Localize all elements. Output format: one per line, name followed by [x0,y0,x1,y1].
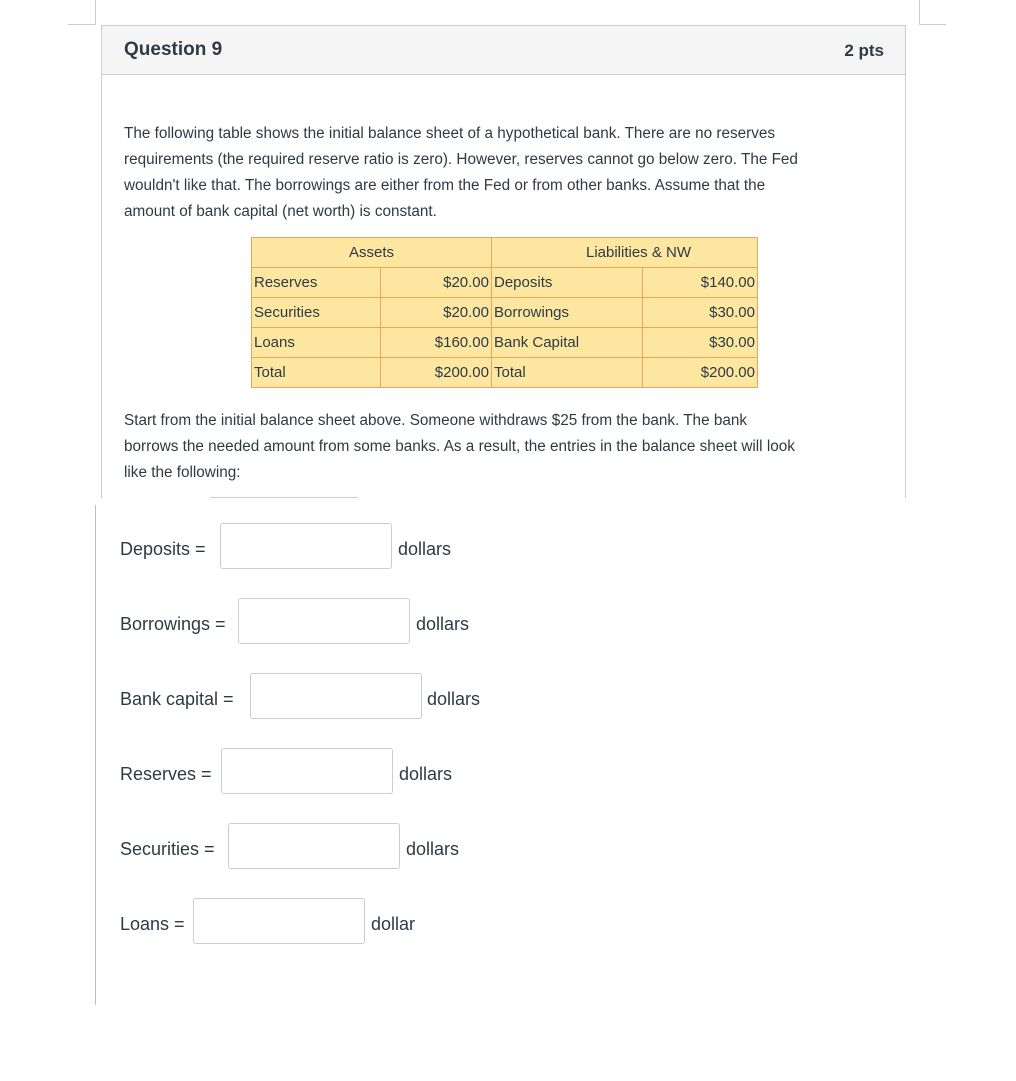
loans-label: Loans = [120,914,185,934]
balance-sheet-table [251,237,758,388]
question-scenario [124,408,904,486]
table-row [252,268,758,298]
deposits-input[interactable] [220,523,392,569]
reserves-label: Reserves = [120,764,212,784]
assets-header: Assets [252,238,492,268]
deposits-unit: dollars [398,539,452,559]
table-header-row [252,238,758,268]
liability-value: $140.00 [643,268,758,298]
securities-label: Securities = [120,839,215,859]
liabilities-header: Liabilities & NW [492,238,758,268]
liability-name: Total [492,358,643,388]
question-header [102,26,905,75]
liability-value: $200.00 [643,358,758,388]
intro-line: wouldn't like that. The borrowings are either from the Fed or from other banks. Assume that the [124,177,766,194]
divider [210,497,358,498]
table-row [252,298,758,328]
table-row [252,328,758,358]
liability-value: $30.00 [643,328,758,358]
intro-line: requirements (the required reserve ratio is zero). However, reserves cannot go below zero. The Fed [124,151,798,168]
loans-unit: dollar [371,914,416,934]
top-left-corner-horizontal [68,24,96,25]
borrowings-input[interactable] [238,598,410,644]
liability-name: Borrowings [492,298,643,328]
intro-line: amount of bank capital (net worth) is constant. [124,203,437,220]
borrowings-label: Borrowings = [120,614,226,634]
asset-value: $20.00 [381,268,492,298]
reserves-input[interactable] [221,748,393,794]
asset-value: $20.00 [381,298,492,328]
asset-value: $200.00 [381,358,492,388]
reserves-unit: dollars [399,764,453,784]
loans-input[interactable] [193,898,365,944]
bank-capital-input[interactable] [250,673,422,719]
question-points: 2 pts [844,41,884,60]
liability-name: Bank Capital [492,328,643,358]
question-title: Question 9 [124,39,223,60]
scenario-line: like the following: [124,464,241,481]
scenario-line: Start from the initial balance sheet above. Someone withdraws $25 from the bank. The bank [124,412,747,429]
asset-name: Reserves [252,268,381,298]
deposits-label: Deposits = [120,539,206,559]
borrowings-unit: dollars [416,614,470,634]
question-intro [124,121,894,225]
bank-capital-label: Bank capital = [120,689,234,709]
asset-name: Total [252,358,381,388]
securities-input[interactable] [228,823,400,869]
bank-capital-unit: dollars [427,689,481,709]
scenario-line: borrows the needed amount from some banks. As a result, the entries in the balance sheet will look [124,438,795,455]
top-left-corner-vertical [95,0,96,24]
answer-section-rule [95,505,96,1005]
securities-unit: dollars [406,839,460,859]
liability-name: Deposits [492,268,643,298]
asset-name: Loans [252,328,381,358]
asset-name: Securities [252,298,381,328]
intro-line: The following table shows the initial balance sheet of a hypothetical bank. There are no reserves [124,125,776,142]
top-right-corner-horizontal [919,24,946,25]
liability-value: $30.00 [643,298,758,328]
table-row [252,358,758,388]
asset-value: $160.00 [381,328,492,358]
top-right-corner-vertical [919,0,920,24]
